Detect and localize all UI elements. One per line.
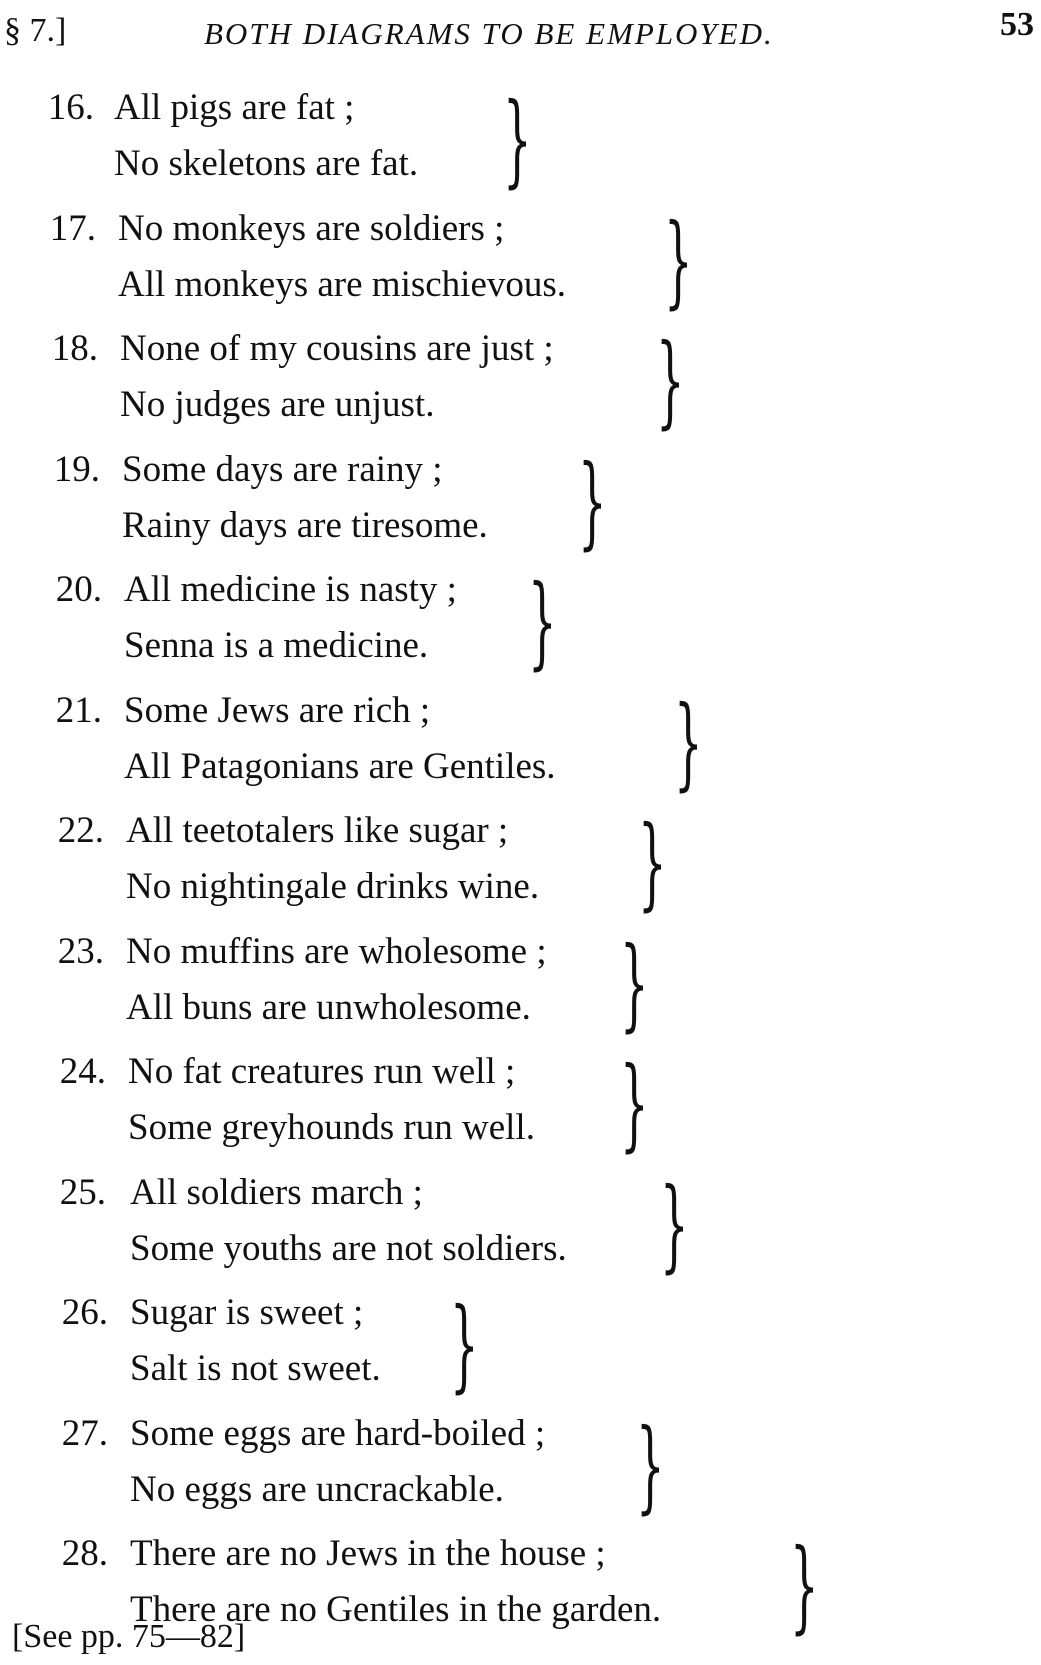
problem-number: 28. [61,1533,108,1574]
premise-second: Salt is not sweet. [130,1348,381,1389]
premise-pair [120,321,554,433]
premise-first: No muffins are wholesome ; [126,930,547,972]
brace-glyph: } [636,1406,665,1524]
premise-first: All pigs are fat ; [114,87,355,128]
problem-number: 20. [55,569,102,610]
problem-item [0,803,1041,924]
problem-item [0,1285,1041,1406]
problem-number: 17. [49,207,96,249]
brace-glyph: } [450,1286,479,1403]
premise-pair [130,1165,567,1277]
page-reference-note: [See pp. 75—82] [12,1618,246,1655]
premise-pair [126,924,547,1036]
premise-second: Senna is a medicine. [124,625,429,666]
problem-number: 22. [57,810,104,851]
problem-item [0,442,1041,563]
premise-first: All soldiers march ; [130,1171,423,1213]
premise-second: There are no Gentiles in the garden. [130,1589,662,1630]
problem-item [0,1406,1041,1527]
premise-pair [124,562,457,674]
premise-second: No judges are unjust. [120,384,435,425]
premise-pair [122,442,488,554]
premise-second: No skeletons are fat. [114,143,419,184]
premise-pair [130,1285,381,1397]
premise-first: There are no Jews in the house ; [130,1533,606,1574]
problem-list [0,80,1041,1647]
problem-item [0,562,1041,683]
premise-first: No fat creatures run well ; [128,1051,516,1092]
brace-glyph: } [638,804,667,921]
problem-number: 26. [61,1292,108,1333]
premise-first: Some eggs are hard-boiled ; [130,1412,546,1454]
brace-glyph: } [503,81,532,198]
premise-first: Sugar is sweet ; [130,1292,364,1333]
premise-second: All Patagonians are Gentiles. [124,745,556,787]
problem-number: 23. [57,930,104,972]
premise-pair [114,80,418,192]
problem-number: 25. [59,1171,106,1213]
premise-pair [126,803,539,915]
problem-number: 18. [51,328,98,369]
premise-pair [118,201,566,313]
premise-first: No monkeys are soldiers ; [118,207,505,249]
premise-second: All buns are unwholesome. [126,986,531,1028]
premise-first: None of my cousins are just ; [120,328,554,369]
problem-number: 27. [61,1412,108,1454]
problem-item [0,80,1041,201]
brace-glyph: } [578,442,607,560]
premise-first: All teetotalers like sugar ; [126,810,509,851]
brace-glyph: } [674,683,703,801]
brace-glyph: } [620,924,649,1042]
premise-second: All monkeys are mischievous. [118,263,567,305]
brace-glyph: } [528,563,557,680]
problem-number: 24. [59,1051,106,1092]
problem-item [0,924,1041,1045]
problem-number: 16. [47,87,94,128]
brace-glyph: } [656,322,685,439]
premise-first: Some days are rainy ; [122,448,443,490]
brace-glyph: } [790,1527,819,1644]
problem-item [0,683,1041,804]
problem-item [0,1165,1041,1286]
premise-second: Some youths are not soldiers. [130,1227,567,1269]
premise-first: Some Jews are rich ; [124,689,431,731]
brace-glyph: } [620,1045,649,1162]
brace-glyph: } [664,201,693,319]
premise-second: No eggs are uncrackable. [130,1468,504,1510]
premise-pair [130,1406,545,1518]
premise-second: Some greyhounds run well. [128,1107,535,1148]
brace-glyph: } [660,1165,689,1283]
problem-item [0,321,1041,442]
problem-item [0,201,1041,322]
premise-second: No nightingale drinks wine. [126,866,540,907]
running-title: BOTH DIAGRAMS TO BE EMPLOYED. [204,16,774,51]
problem-number: 21. [55,689,102,731]
section-reference: § 7.] [4,12,67,49]
premise-pair [128,1044,535,1156]
premise-pair [124,683,556,795]
running-head [4,6,1034,50]
page-number: 53 [1000,6,1034,43]
premise-first: All medicine is nasty ; [124,569,457,610]
problem-number: 19. [53,448,100,490]
premise-second: Rainy days are tiresome. [122,504,488,546]
problem-item [0,1044,1041,1165]
